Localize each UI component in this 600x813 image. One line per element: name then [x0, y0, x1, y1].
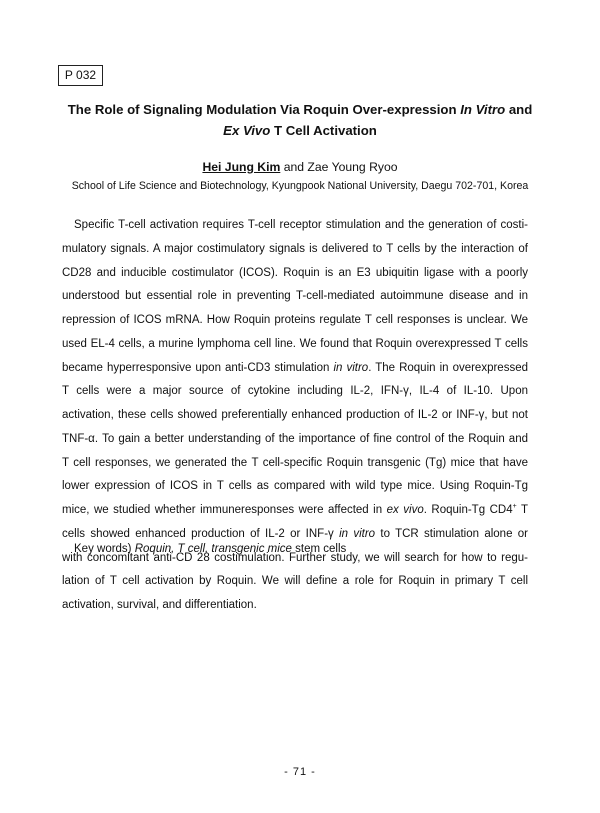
abstract-line: mulatory signals. A major costimulatory signals is delivered to T cells by the interaction of [62, 242, 528, 255]
title-text: T Cell Activation [270, 123, 377, 138]
abstract-line [62, 357, 528, 381]
authors [30, 160, 570, 174]
abstract-line: Specific T-cell activation requires T-cell receptor stimulation and the generation of costi- [74, 219, 528, 231]
keywords-label: Key words) [74, 543, 135, 555]
text-run: became hyperresponsive upon anti-CD3 stimulation [62, 361, 334, 374]
superscript: + [512, 503, 517, 511]
abstract-line: understood but essential role in preventing T-cell-mediated autoimmune disease and in [62, 290, 528, 303]
text-run: cells showed enhanced production of IL-2 or INF-γ [62, 527, 340, 540]
italic-run: in vitro [339, 527, 376, 540]
abstract-line: with concomitant anti-CD 28 costimulation. Further study, we will search for how to regu- [62, 551, 528, 564]
title-text: and [505, 102, 533, 117]
title-italic: Ex Vivo [223, 123, 271, 138]
abstract-line: TNF-α. To gain a better understanding of the importance of fine control of the Roquin and [62, 432, 528, 445]
page-number: - 71 - [284, 766, 316, 778]
text-run: T [516, 504, 528, 516]
abstract-line: used EL-4 cells, a murine lymphoma cell line. We found that Roquin overexpressed T cells [62, 337, 528, 350]
title-line-2 [30, 123, 570, 138]
abstract-line: repression of ICOS mRNA. How Roquin proteins regulate T cell responses is unclear. We [62, 314, 528, 326]
abstract-body [62, 214, 528, 618]
text-run: . The Roquin in overexpressed [368, 361, 528, 374]
affiliation: School of Life Science and Biotechnology, Kyungpook National University, Daegu 702-701, Korea [71, 180, 529, 192]
title-text: The Role of Signaling Modulation Via Roquin Over-expression [67, 102, 461, 117]
abstract-line: lower expression of ICOS in T cells as compared with wild type mice. Using Roquin-Tg [62, 480, 528, 493]
abstract-line [62, 499, 528, 523]
title-line-1 [30, 102, 570, 117]
keywords-italic: Roquin, T cell, transgenic mice [134, 543, 292, 555]
text-run: . Roquin-Tg CD4 [423, 504, 513, 516]
presenting-author: Hei Jung Kim [202, 160, 281, 174]
keywords [74, 543, 346, 555]
abstract-line: CD28 and inducible costimulator (ICOS). Roquin is an E3 ubiquitin ligase with a poorly [62, 266, 528, 279]
text-run: to TCR stimulation alone or [375, 527, 528, 540]
abstract-line: T cells were a major source of cytokine including IL-2, IFN-γ, IL-4 of IL-10. Upon [62, 385, 528, 398]
abstract-code-box: P 032 [58, 65, 103, 86]
keywords-rest: stem cells [291, 543, 347, 555]
abstract-line: activation, these cells showed preferentially enhanced production of IL-2 or INF-γ, but not [62, 409, 528, 421]
italic-run: in vitro [333, 361, 369, 374]
abstract-line: T cell responses, we generated the T cell-specific Roquin transgenic (Tg) mice that have [62, 456, 528, 469]
text-run: mice, we studied whether immuneresponses were affected in [62, 504, 387, 516]
co-authors: and Zae Young Ryoo [280, 160, 398, 174]
italic-run: ex vivo [386, 504, 424, 516]
title-italic: In Vitro [460, 102, 506, 117]
abstract-line: activation, survival, and differentiation. [62, 599, 257, 611]
abstract-line: lation of T cell activation by Roquin. We will define a role for Roquin in primary T cell [62, 575, 528, 588]
